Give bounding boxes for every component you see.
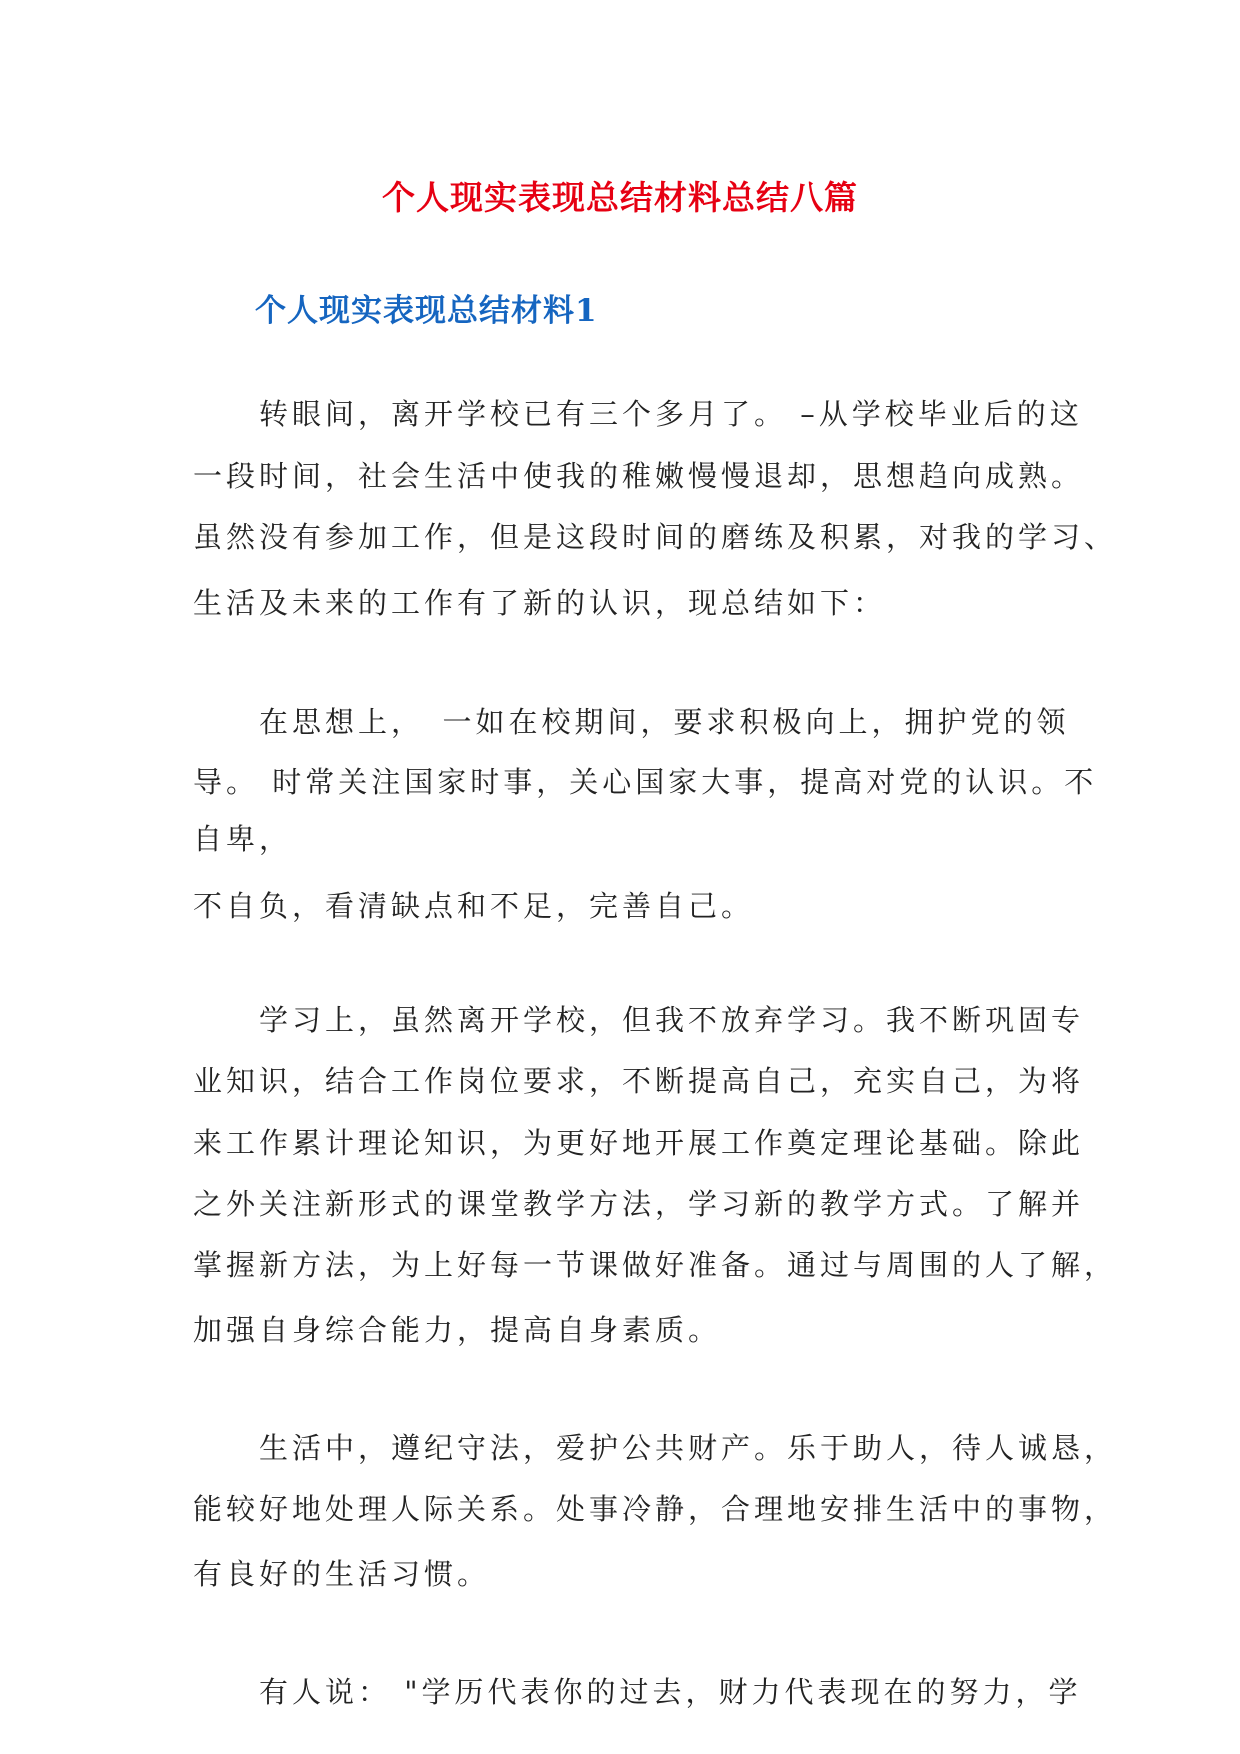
paragraph-line: 转眼间，离开学校已有三个多月了。 –从学校毕业后的这 bbox=[193, 397, 1083, 431]
paragraph-line: 业知识，结合工作岗位要求，不断提高自己，充实自己，为将 bbox=[193, 1064, 1085, 1098]
paragraph-line: 之外关注新形式的课堂教学方法，学习新的教学方式。了解并 bbox=[193, 1187, 1085, 1221]
paragraph-line: 能较好地处理人际关系。处事冷静，合理地安排生活中的事物， bbox=[193, 1492, 1118, 1526]
paragraph-line: 加强自身综合能力，提高自身素质。 bbox=[193, 1313, 722, 1347]
paragraph-line: 有良好的生活习惯。 bbox=[193, 1557, 491, 1591]
document-title: 个人现实表现总结材料总结八篇 bbox=[382, 178, 858, 217]
paragraph-line: 生活及未来的工作有了新的认识，现总结如下： bbox=[193, 586, 887, 620]
paragraph-line: 自卑， bbox=[193, 822, 293, 856]
paragraph-line: 学习上，虽然离开学校，但我不放弃学习。我不断巩固专 bbox=[193, 1003, 1085, 1037]
paragraph-line: 虽然没有参加工作，但是这段时间的磨练及积累，对我的学习、 bbox=[193, 520, 1118, 554]
paragraph-line: 有人说： "学历代表你的过去，财力代表现在的努力，学 bbox=[193, 1675, 1082, 1709]
paragraph-line: 掌握新方法，为上好每一节课做好准备。通过与周围的人了解， bbox=[193, 1248, 1118, 1282]
paragraph-line: 导。 时常关注国家时事，关心国家大事，提高对党的认识。不 bbox=[193, 765, 1098, 799]
paragraph-line: 一段时间，社会生活中使我的稚嫩慢慢退却，思想趋向成熟。 bbox=[193, 459, 1085, 493]
paragraph-line: 在思想上， 一如在校期间，要求积极向上，拥护党的领 bbox=[193, 705, 1070, 739]
section-heading: 个人现实表现总结材料1 bbox=[255, 293, 598, 329]
paragraph-line: 来工作累计理论知识，为更好地开展工作奠定理论基础。除此 bbox=[193, 1126, 1085, 1160]
paragraph-line: 不自负，看清缺点和不足，完善自己。 bbox=[193, 889, 755, 923]
paragraph-line: 生活中，遵纪守法，爱护公共财产。乐于助人，待人诚恳， bbox=[193, 1431, 1118, 1465]
